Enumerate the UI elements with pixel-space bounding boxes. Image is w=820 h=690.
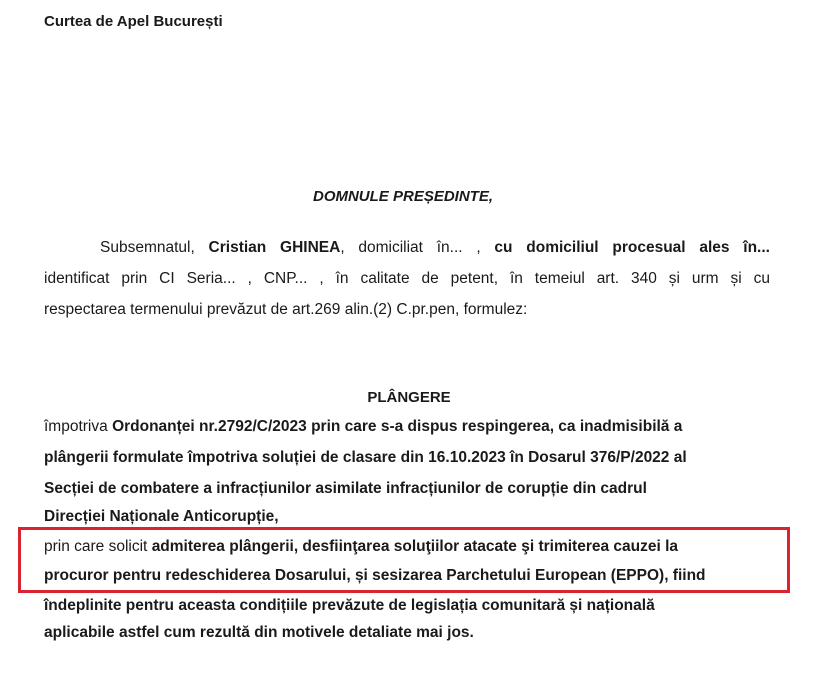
intro-line-2: identificat prin CI Seria... , CNP... , în calitate de petent, în temeiul art. 340 și urm și cu: [44, 270, 770, 287]
body-line-6: procuror pentru redeschiderea Dosarului, și sesizarea Parchetului European (EPPO), fiind: [44, 567, 706, 584]
intro-prefix: Subsemnatul,: [100, 239, 209, 256]
intro-line-3: respectarea termenului prevăzut de art.269 alin.(2) C.pr.pen, formulez:: [44, 301, 528, 318]
procedural-domicile: cu domiciliul procesual ales în...: [494, 239, 770, 256]
body-line-3: Secției de combatere a infracțiunilor asimilate infracțiunilor de corupție din cadrul: [44, 480, 647, 497]
body-line-7: îndeplinite pentru aceasta condițiile prevăzute de legislația comunitară și națională: [44, 597, 655, 614]
intro-domicile: , domiciliat în... ,: [340, 239, 495, 256]
body-line-2: plângerii formulate împotriva soluției de clasare din 16.10.2023 în Dosarul 376/P/2022 al: [44, 449, 687, 466]
body-line-1: [44, 417, 682, 437]
ordinance-reference: Ordonanței nr.2792/C/2023 prin care s-a dispus respingerea, ca inadmisibilă a: [112, 418, 683, 435]
court-name: Curtea de Apel București: [44, 13, 223, 30]
petitioner-name: Cristian GHINEA: [208, 239, 341, 256]
salutation-text: DOMNULE PREȘEDINTE,: [312, 188, 493, 205]
body-line-4: Direcției Naționale Anticorupție,: [44, 508, 279, 525]
salutation: [0, 187, 820, 207]
body-line-5-prefix: prin care solicit: [44, 538, 152, 555]
complaint-title-text: PLÂNGERE: [367, 389, 451, 406]
body-line-1-prefix: împotriva: [44, 418, 113, 435]
body-line-5: [44, 537, 678, 557]
request-text: admiterea plângerii, desfiinţarea soluţiilor atacate şi trimiterea cauzei la: [151, 538, 679, 555]
intro-line-1: [44, 238, 770, 258]
body-line-8: aplicabile astfel cum rezultă din motivele detaliate mai jos.: [44, 624, 474, 641]
complaint-title: [0, 388, 820, 408]
